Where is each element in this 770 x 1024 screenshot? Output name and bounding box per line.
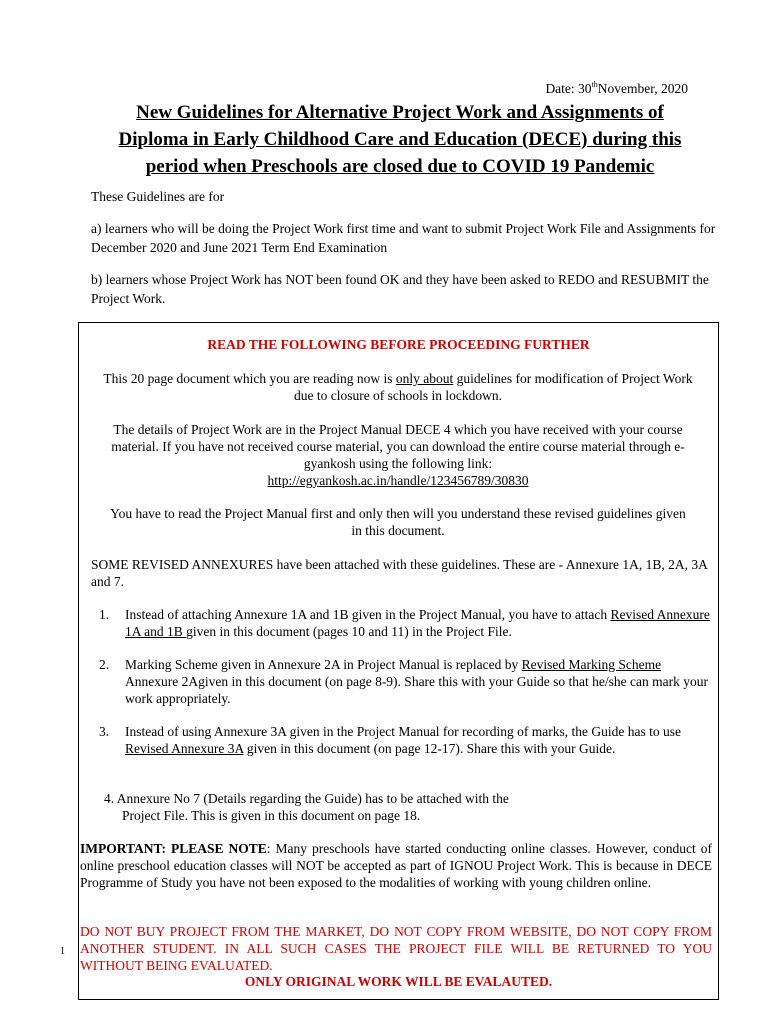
- list-item-4: 4. Annexure No 7 (Details regarding the Guide) has to be attached with the Project File. This is given in this document on page 18.: [104, 791, 509, 823]
- important-note: IMPORTANT: PLEASE NOTE: Many preschools have started conducting online classes. However, conduct of online preschool education classes will NOT be accepted as part of IGNOU Project Work. This is because in DECE Programme of Study you have not been exposed to the modalities of working with young children online.: [80, 841, 713, 890]
- notice-para-3: You have to read the Project Manual first and only then will you understand these revised guidelines given in this document.: [110, 506, 686, 538]
- intro-item-a: a) learners who will be doing the Project Work first time and want to submit Project Work File and Assignments for December 2020 and June 2021 Term End Examination: [91, 221, 716, 255]
- final-note: ONLY ORIGINAL WORK WILL BE EVALAUTED.: [244, 974, 553, 989]
- page-number: 1: [60, 946, 65, 957]
- document-date: Date: 30thNovember, 2020: [545, 80, 688, 96]
- notice-heading: READ THE FOLLOWING BEFORE PROCEEDING FURTHER: [207, 337, 590, 352]
- warning-text: DO NOT BUY PROJECT FROM THE MARKET, DO NOT COPY FROM WEBSITE, DO NOT COPY FROM ANOTHER STUDENT. IN ALL SUCH CASES THE PROJECT FILE WILL BE RETURNED TO YOU WITHOUT BEING EVALUATED.: [80, 924, 712, 973]
- title-line: Diploma in Early Childhood Care and Education (DECE) during this: [118, 129, 682, 150]
- notice-para-2: The details of Project Work are in the Project Manual DECE 4 which you have received with your course material. If you have not received course material, you can download the entire course material through e-gyankosh using the following link: http://egyankosh.ac.in/handle/123456789/30830: [111, 422, 685, 488]
- notice-para-1: This 20 page document which you are reading now is only about guidelines for modification of Project Work due to closure of schools in lockdown.: [103, 371, 693, 403]
- document-title: [60, 99, 740, 180]
- list-item: 3. Instead of using Annexure 3A given in the Project Manual for recording of marks, the Guide has to use Revised Annexure 3A given in this document (on page 12-17). Share this with your Guide.: [99, 724, 681, 756]
- intro-lead: These Guidelines are for: [91, 189, 225, 204]
- list-item: 2. Marking Scheme given in Annexure 2A in Project Manual is replaced by Revised Marking Scheme Annexure 2Agiven in this document (on page 8-9). Share this with your Guide so that he/she can mark your work appropriately.: [99, 657, 708, 706]
- annexures-para: SOME REVISED ANNEXURES have been attached with these guidelines. These are - Annexure 1A, 1B, 2A, 3A and 7.: [91, 557, 708, 589]
- intro-item-b: b) learners whose Project Work has NOT been found OK and they have been asked to REDO and RESUBMIT the Project Work.: [91, 272, 709, 306]
- list-item: 1. Instead of attaching Annexure 1A and 1B given in the Project Manual, you have to attach Revised Annexure 1A and 1B given in this document (pages 10 and 11) in the Project File.: [99, 607, 710, 639]
- title-line: period when Preschools are closed due to COVID 19 Pandemic: [145, 156, 655, 177]
- title-line: New Guidelines for Alternative Project Work and Assignments of: [136, 102, 664, 123]
- egyankosh-link[interactable]: http://egyankosh.ac.in/handle/123456789/30830: [267, 473, 529, 488]
